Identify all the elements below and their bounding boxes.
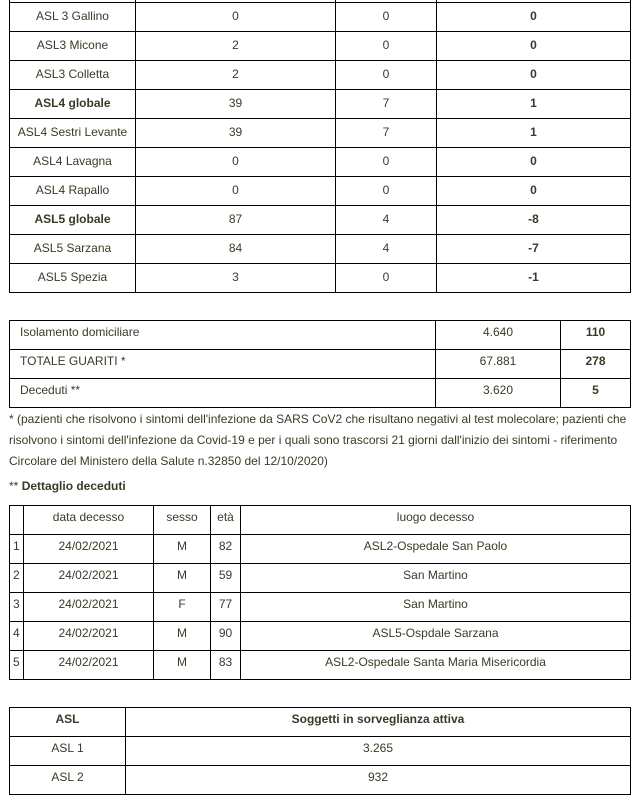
- table-row: [10, 206, 631, 235]
- header-index: [10, 506, 24, 535]
- table-row: [10, 737, 631, 766]
- asl-name: ASL4 Rapallo: [10, 177, 136, 206]
- asl-name: ASL4 Sestri Levante: [10, 119, 136, 148]
- asl-name: ASL4 Lavagna: [10, 148, 136, 177]
- header-age: età: [211, 506, 241, 535]
- asl-col1: 84: [136, 235, 336, 264]
- death-place: San Martino: [241, 564, 631, 593]
- age: 83: [211, 651, 241, 680]
- asl-name: ASL5 globale: [10, 206, 136, 235]
- death-date: 24/02/2021: [24, 564, 154, 593]
- asl-col2: 7: [336, 119, 437, 148]
- double-asterisk: **: [9, 479, 22, 493]
- asl-col3: 0: [437, 32, 631, 61]
- asl-hospital-table: [9, 0, 631, 293]
- asl-col2: 4: [336, 206, 437, 235]
- death-place: San Martino: [241, 593, 631, 622]
- asl-name: ASL3 Micone: [10, 32, 136, 61]
- header-soggetti: Soggetti in sorveglianza attiva: [126, 708, 631, 737]
- summary-label: TOTALE GUARITI *: [10, 350, 436, 379]
- row-index: 2: [10, 564, 24, 593]
- asl-name: ASL3 Colletta: [10, 61, 136, 90]
- asl-col1: 0: [136, 148, 336, 177]
- sorveglianza-table: [9, 707, 631, 795]
- row-index: 4: [10, 622, 24, 651]
- asl-col1: 39: [136, 90, 336, 119]
- table-row: [10, 379, 631, 408]
- table-row: [10, 148, 631, 177]
- sex: M: [154, 651, 211, 680]
- summary-label: Deceduti **: [10, 379, 436, 408]
- summary-total: 4.640: [436, 321, 561, 350]
- table-row: [10, 61, 631, 90]
- sex: F: [154, 593, 211, 622]
- asl-name: ASL5 Sarzana: [10, 235, 136, 264]
- table-row: [10, 264, 631, 293]
- deceduti-detail-heading: [9, 476, 634, 497]
- death-place: ASL5-Ospdale Sarzana: [241, 622, 631, 651]
- sex: M: [154, 535, 211, 564]
- table-row: [10, 651, 631, 680]
- asl-label: ASL 2: [10, 766, 126, 795]
- table-row: [10, 3, 631, 32]
- asl-col3: 1: [437, 119, 631, 148]
- asl-col2: 0: [336, 177, 437, 206]
- soggetti-value: 3.265: [126, 737, 631, 766]
- asl-label: ASL 1: [10, 737, 126, 766]
- table-row: [10, 622, 631, 651]
- age: 59: [211, 564, 241, 593]
- asl-col3: -8: [437, 206, 631, 235]
- death-place: ASL2-Ospedale Santa Maria Misericordia: [241, 651, 631, 680]
- table-row: [10, 119, 631, 148]
- soggetti-value: 932: [126, 766, 631, 795]
- summary-table: [9, 320, 631, 408]
- asl-col1: 0: [136, 3, 336, 32]
- summary-total: 67.881: [436, 350, 561, 379]
- table-header-row: [10, 708, 631, 737]
- table-row: [10, 350, 631, 379]
- table-header-row: [10, 506, 631, 535]
- summary-delta: 5: [561, 379, 631, 408]
- asl-col3: 1: [437, 90, 631, 119]
- table-row: [10, 177, 631, 206]
- asl-col2: 0: [336, 32, 437, 61]
- deceduti-detail-title: Dettaglio deceduti: [21, 479, 126, 493]
- guariti-footnote: * (pazienti che risolvono i sintomi dell'infezione da SARS CoV2 che risultano negativi al test molecolare; pazienti che risolvono i sintomi dell'infezione da Covid-19 e per i quali sono trascorsi 21 giorni dall'inizio dei sintomi - riferimento Circolare del Ministero della Salute n.32850 del 12/10/2020): [9, 412, 627, 468]
- row-index: 3: [10, 593, 24, 622]
- asl-col3: 0: [437, 177, 631, 206]
- asl-col2: 0: [336, 264, 437, 293]
- asl-col1: 2: [136, 32, 336, 61]
- death-date: 24/02/2021: [24, 622, 154, 651]
- death-date: 24/02/2021: [24, 535, 154, 564]
- asl-col1: 3: [136, 264, 336, 293]
- asl-col2: 4: [336, 235, 437, 264]
- asl-col2: 0: [336, 148, 437, 177]
- asl-col3: 0: [437, 148, 631, 177]
- sex: M: [154, 622, 211, 651]
- header-place: luogo decesso: [241, 506, 631, 535]
- sex: M: [154, 564, 211, 593]
- asl-name: ASL5 Spezia: [10, 264, 136, 293]
- header-sex: sesso: [154, 506, 211, 535]
- table-row: [10, 321, 631, 350]
- asl-col2: 0: [336, 3, 437, 32]
- death-place: ASL2-Ospedale San Paolo: [241, 535, 631, 564]
- table-row: [10, 32, 631, 61]
- asl-col1: 2: [136, 61, 336, 90]
- death-date: 24/02/2021: [24, 593, 154, 622]
- table-row: [10, 90, 631, 119]
- summary-delta: 110: [561, 321, 631, 350]
- asl-col2: 0: [336, 61, 437, 90]
- table-row: [10, 235, 631, 264]
- table-row: [10, 535, 631, 564]
- row-index: 5: [10, 651, 24, 680]
- asl-col1: 87: [136, 206, 336, 235]
- asl-col3: -1: [437, 264, 631, 293]
- summary-label: Isolamento domiciliare: [10, 321, 436, 350]
- summary-total: 3.620: [436, 379, 561, 408]
- table-row: [10, 766, 631, 795]
- asl-col3: 0: [437, 61, 631, 90]
- summary-delta: 278: [561, 350, 631, 379]
- death-date: 24/02/2021: [24, 651, 154, 680]
- asl-col1: 39: [136, 119, 336, 148]
- asl-col3: -7: [437, 235, 631, 264]
- row-index: 1: [10, 535, 24, 564]
- age: 82: [211, 535, 241, 564]
- asl-col2: 7: [336, 90, 437, 119]
- header-asl: ASL: [10, 708, 126, 737]
- deceduti-table: [9, 505, 631, 680]
- asl-col1: 0: [136, 177, 336, 206]
- table-row: [10, 593, 631, 622]
- header-date: data decesso: [24, 506, 154, 535]
- asl-name: ASL4 globale: [10, 90, 136, 119]
- asl-col3: 0: [437, 3, 631, 32]
- asl-name: ASL 3 Gallino: [10, 3, 136, 32]
- table-row: [10, 564, 631, 593]
- age: 77: [211, 593, 241, 622]
- age: 90: [211, 622, 241, 651]
